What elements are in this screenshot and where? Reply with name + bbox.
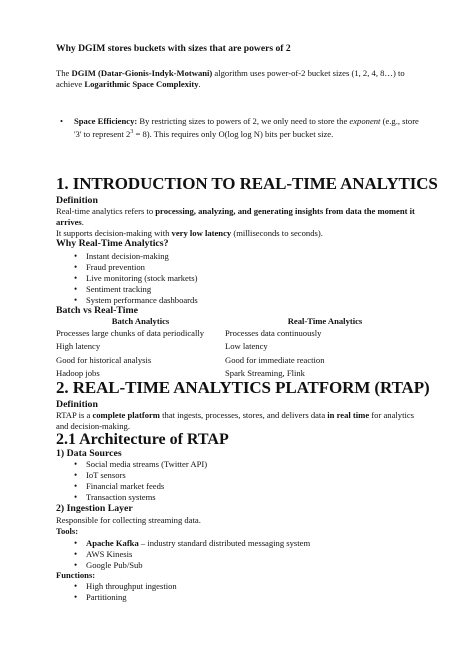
table-header-batch: Batch Analytics — [111, 316, 170, 326]
s2-def-bold-1: complete platform — [92, 410, 160, 420]
ingestion-layer-label: 2) Ingestion Layer — [56, 503, 133, 514]
bullet-exponent-word: exponent — [349, 116, 381, 126]
list-item — [56, 538, 310, 549]
table-cell: Processes data continuously — [225, 328, 322, 338]
section2-title: 2. REAL-TIME ANALYTICS PLATFORM (RTAP) — [56, 378, 430, 397]
list-item: • Fraud prevention — [56, 262, 198, 273]
bullet-text-1: By restricting sizes to powers of 2, we only need to store the — [137, 116, 350, 126]
kafka-name: Apache Kafka — [86, 538, 139, 548]
list-item: • Partitioning — [56, 592, 177, 603]
space-efficiency-bullet — [60, 116, 420, 139]
tools-list — [56, 538, 310, 571]
s2-def-end: for analytics and decision-making. — [56, 410, 415, 431]
bullet-text-2: (e.g., store '3' to represent 2 — [74, 116, 419, 139]
s1-def-bold: processing, analyzing, and generating insights from data the moment it arrives — [56, 206, 415, 227]
dgim-name: DGIM (Datar-Gionis-Indyk-Motwani) — [71, 68, 213, 78]
table-cell: Good for historical analysis — [56, 354, 152, 365]
architecture-subtitle: 2.1 Architecture of RTAP — [56, 431, 229, 448]
list-item: • Transaction systems — [56, 492, 207, 503]
list-item: • AWS Kinesis — [56, 549, 310, 560]
kafka-desc: – industry standard distributed messaging system — [138, 538, 311, 548]
tools-label: Tools: — [56, 526, 79, 536]
intro-paragraph — [56, 68, 426, 89]
list-item: • Social media streams (Twitter API) — [56, 459, 207, 470]
table-cell: Good for immediate reaction — [225, 354, 325, 365]
table-row — [56, 327, 425, 340]
data-sources-list — [56, 459, 207, 503]
list-item: • Instant decision-making — [56, 251, 198, 262]
table-cell: High latency — [56, 341, 101, 352]
list-item: • Live monitoring (stock markets) — [56, 273, 198, 284]
s1-def-end: . — [81, 216, 84, 227]
list-item: • Google Pub/Sub — [56, 560, 310, 571]
why-realtime-label: Why Real-Time Analytics? — [56, 238, 169, 249]
section1-definition-text — [56, 206, 426, 227]
section1-title: 1. INTRODUCTION TO REAL-TIME ANALYTICS — [56, 174, 438, 193]
log-space-term: Logarithmic Space Complexity — [84, 78, 199, 89]
batch-vs-realtime-label: Batch vs Real-Time — [56, 305, 138, 316]
table-row — [56, 354, 425, 367]
list-item: • Financial market feeds — [56, 481, 207, 492]
list-item: • System performance dashboards — [56, 295, 198, 306]
intro-text-pre: The — [56, 68, 72, 78]
table-cell: Processes large chunks of data periodically — [56, 328, 205, 338]
intro-text-end: . — [198, 78, 201, 89]
bullet-dot: • — [60, 116, 64, 126]
list-item: • Sentiment tracking — [56, 284, 198, 295]
section2-definition-text — [56, 410, 426, 431]
functions-label: Functions: — [56, 570, 96, 580]
table-cell: Hadoop jobs — [56, 368, 100, 379]
why-realtime-list — [56, 251, 198, 306]
table-header-row — [56, 316, 425, 327]
table-row — [56, 340, 425, 353]
ingestion-description: Responsible for collecting streaming data. — [56, 515, 201, 525]
batch-vs-realtime-table — [56, 316, 425, 381]
list-item: • IoT sensors — [56, 470, 207, 481]
s2-def-mid: that ingests, processes, stores, and delivers data — [159, 410, 328, 420]
table-cell: Spark Streaming, Flink — [225, 368, 305, 379]
space-efficiency-label: Space Efficiency: — [74, 116, 138, 126]
s1-support-end: (milliseconds to seconds). — [231, 228, 323, 238]
s1-def-pre: Real-time analytics refers to — [56, 206, 156, 216]
table-header-realtime: Real-Time Analytics — [287, 316, 363, 326]
data-sources-label: 1) Data Sources — [56, 448, 122, 459]
s2-def-bold-2: in real time — [327, 410, 370, 420]
section1-support-line — [56, 228, 323, 239]
section1-definition-label: Definition — [56, 195, 98, 206]
intro-heading: Why DGIM stores buckets with sizes that are powers of 2 — [56, 43, 291, 54]
s1-support-bold: very low latency — [171, 228, 232, 238]
section2-definition-label: Definition — [56, 399, 98, 410]
functions-list — [56, 581, 177, 603]
bullet-text-3: = 8). This requires only O(log log N) bits per bucket size. — [133, 128, 334, 139]
intro-text-mid: algorithm uses power-of-2 bucket sizes (1, 2, 4, 8…) to achieve — [56, 68, 405, 89]
bullet-superscript: 3 — [130, 128, 134, 135]
s2-def-pre: RTAP is a — [56, 410, 93, 420]
list-item: • High throughput ingestion — [56, 581, 177, 592]
s1-support-pre: It supports decision-making with — [56, 228, 172, 238]
table-cell: Low latency — [225, 341, 268, 352]
